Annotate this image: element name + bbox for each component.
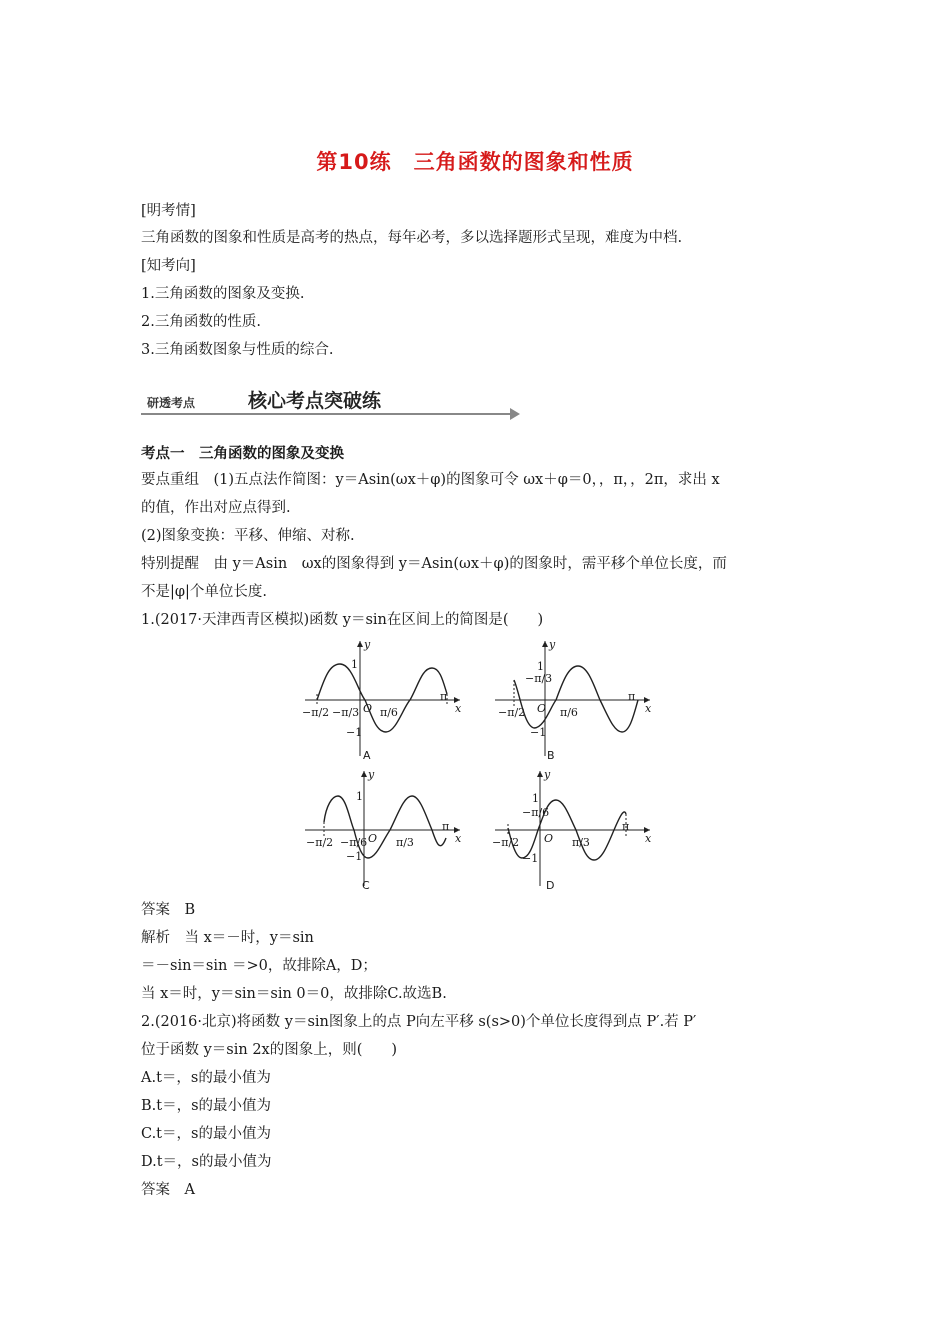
banner-small-label: 研透考点 [147, 396, 196, 410]
key-point-line-3: (2)图象变换：平移、伸缩、对称. [141, 528, 355, 544]
intro-heading-2: [知考向] [141, 258, 196, 274]
arrow-icon [510, 408, 520, 420]
caption-d: D [546, 879, 555, 892]
question-1-analysis-1: 解析 当 x＝－时，y＝sin [141, 930, 314, 946]
reminder-line-2: 不是|φ|个单位长度. [141, 584, 268, 600]
caption-c: C [362, 879, 370, 892]
caption-b: B [547, 749, 555, 762]
key-point-line-1: 要点重组 (1)五点法作简图：y＝Asin(ωx＋φ)的图象可令 ωx＋φ＝0，，π，，2π，求出 x [141, 472, 720, 488]
question-1-answer: 答案 B [141, 902, 196, 918]
graph-option-d: y x O 1 −π/6 −1 −π/2 π/3 π D [492, 768, 652, 892]
question-2-stem-2: 位于函数 y＝sin 2x的图象上，则( ) [141, 1042, 398, 1058]
question-2-option-a: A.t＝，s的最小值为 [141, 1070, 271, 1086]
question-2-stem-1: 2.(2016·北京)将函数 y＝sin图象上的点 P向左平移 s(s>0)个单位长度得到点 P′.若 P′ [141, 1014, 697, 1030]
question-2-option-b: B.t＝，s的最小值为 [141, 1098, 272, 1114]
banner-rule [141, 413, 511, 415]
intro-text: 三角函数的图象和性质是高考的热点，每年必考，多以选择题形式呈现，难度为中档. [141, 230, 683, 246]
intro-item-2: 2.三角函数的性质. [141, 314, 261, 330]
graph-option-a: y x O 1 −1 −π/2 −π/3 π/6 π A [302, 638, 462, 762]
question-2-answer: 答案 A [141, 1182, 195, 1198]
intro-heading-1: [明考情] [141, 203, 196, 219]
graph-option-c: y x O 1 −1 −π/2 −π/6 π/3 π C [306, 768, 462, 892]
caption-a: A [363, 749, 371, 762]
section-heading: 考点一 三角函数的图象及变换 [141, 446, 344, 462]
section-banner [141, 386, 521, 420]
graph-option-b: y x O 1 −π/3 −1 −π/2 π/6 π B [498, 638, 652, 762]
sine-curve [317, 664, 447, 732]
question-2-option-c: C.t＝，s的最小值为 [141, 1126, 271, 1142]
question-1-analysis-3: 当 x＝时，y＝sin＝sin 0＝0，故排除C.故选B. [141, 986, 447, 1002]
reminder-line-1: 特别提醒 由 y＝Asin ωx的图象得到 y＝Asin(ωx＋φ)的图象时，需平移个单位长度，而 [141, 556, 727, 572]
banner-title: 核心考点突破练 [248, 390, 382, 412]
page-title: 第10练 三角函数的图象和性质 [316, 150, 634, 174]
question-1-analysis-2: ＝－sin＝sin ＝>0，故排除A，D； [141, 958, 377, 974]
question-2-option-d: D.t＝，s的最小值为 [141, 1154, 272, 1170]
key-point-line-2: 的值，作出对应点得到. [141, 500, 291, 516]
intro-item-1: 1.三角函数的图象及变换. [141, 286, 305, 302]
intro-item-3: 3.三角函数图象与性质的综合. [141, 342, 334, 358]
question-1-stem: 1.(2017·天津西青区模拟)函数 y＝sin在区间上的简图是( ) [141, 612, 544, 628]
